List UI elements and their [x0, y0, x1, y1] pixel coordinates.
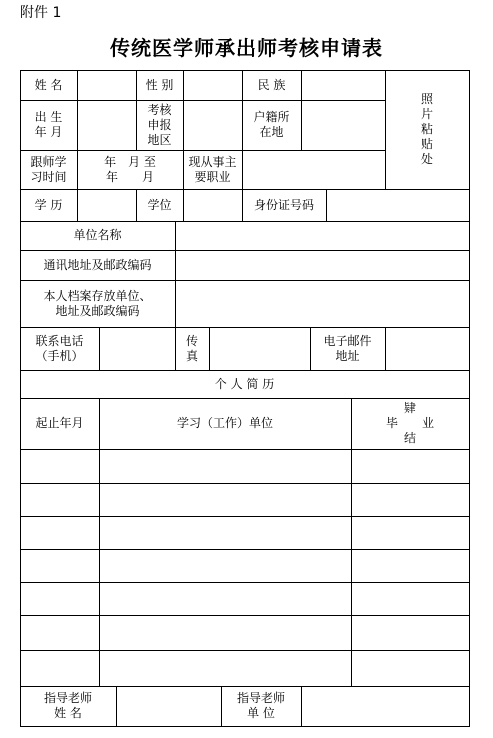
address-label: 通讯地址及邮政编码 [43, 257, 152, 272]
teacher-name-label: 指导老师 姓 名 [43, 691, 92, 720]
ethnicity-label: 民 族 [257, 77, 286, 92]
resume-cert-header: 肄 毕 业 结 [385, 401, 434, 445]
resume-unit-header: 学习（工作）单位 [176, 416, 273, 430]
degree-label: 学位 [147, 197, 172, 212]
household-label: 户籍所 在地 [253, 110, 290, 139]
attachment-label: 附件 1 [20, 5, 62, 21]
phone-label: 联系电话 （手机） [35, 333, 84, 363]
form-title: 传统医学师承出师考核申请表 [110, 36, 383, 60]
teacher-unit-label: 指导老师 单 位 [236, 691, 285, 720]
study-period-range: 年 月 至 年 月 [104, 154, 156, 184]
study-period-label: 跟师学 习时间 [30, 154, 67, 184]
gender-label: 性 别 [145, 77, 174, 92]
email-label: 电子邮件 地址 [323, 333, 372, 363]
birth-label: 出 生 年 月 [34, 110, 63, 139]
resume-title: 个 人 简 历 [214, 376, 275, 391]
name-label: 姓 名 [34, 77, 63, 92]
exam-area-label: 考核 申报 地区 [147, 102, 172, 147]
current-job-label: 现从事主 要职业 [188, 154, 237, 184]
photo-area-label: 照 片 粘 贴 处 [420, 92, 433, 166]
fax-label: 传 真 [185, 333, 198, 363]
education-label: 学 历 [34, 197, 63, 212]
resume-period-header: 起止年月 [35, 416, 84, 430]
id-number-label: 身份证号码 [253, 197, 314, 212]
archive-label: 本人档案存放单位、 地址及邮政编码 [43, 288, 152, 318]
work-unit-label: 单位名称 [73, 228, 122, 242]
